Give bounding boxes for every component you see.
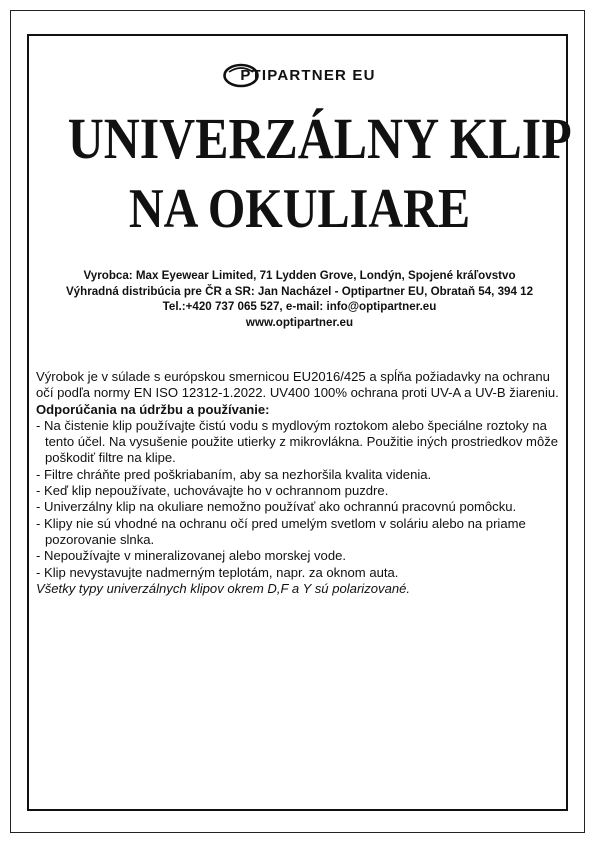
care-list	[36, 418, 566, 581]
product-description	[36, 369, 566, 597]
list-item: - Univerzálny klip na okuliare nemožno používať ako ochrannú pracovnú pomôcku.	[36, 499, 517, 515]
manufacturer-line: Vyrobca: Max Eyewear Limited, 71 Lydden Grove, Londýn, Spojené kráľovstvo	[83, 269, 516, 282]
phone-email-line: Tel.:+420 737 065 527, e-mail: info@optipartner.eu	[162, 300, 437, 313]
list-item: - Klipy nie sú vhodné na ochranu očí pred umelým svetlom v soláriu alebo na priame pozorovanie slnka.	[36, 515, 526, 547]
title-line-2: NA OKULIARE	[128, 178, 471, 240]
manufacturer-contact	[30, 268, 569, 330]
list-item: - Na čistenie klip používajte čistú vodu s mydlovým roztokom alebo špeciálne roztoky na tento účel. Na vysušenie použite utierky z mikrovlákna. Použitie iných prostriedkov môže poškodiť filtre na klipe.	[36, 417, 559, 466]
brand-logo	[0, 58, 599, 92]
list-item: - Nepoužívajte v mineralizovanej alebo morskej vode.	[36, 548, 347, 564]
title-line-1: UNIVERZÁLNY KLIP	[67, 106, 572, 171]
product-title	[30, 104, 572, 244]
compliance-paragraph: Výrobok je v súlade s európskou smernicou EU2016/425 a spĺňa požiadavky na ochranu očí podľa normy EN ISO 12312-1.2022. UV400 100% ochrana proti UV-A a UV-B žiareniu.	[36, 369, 559, 401]
list-item: - Keď klip nepoužívate, uchovávajte ho v ochrannom puzdre.	[36, 483, 389, 499]
care-heading: Odporúčania na údržbu a používanie:	[36, 401, 270, 417]
distributor-line: Výhradná distribúcia pre ČR a SR: Jan Nacházel - Optipartner EU, Obrataň 54, 394 12	[65, 284, 534, 298]
polarization-note: Všetky typy univerzálnych klipov okrem D,F a Y sú polarizované.	[36, 580, 411, 596]
list-item: - Klip nevystavujte nadmerným teplotám, napr. za oknom auta.	[36, 564, 399, 580]
list-item: - Filtre chráňte pred poškriabaním, aby sa nezhoršila kvalita videnia.	[36, 466, 432, 482]
website-line: www.optipartner.eu	[245, 315, 354, 329]
brand-name: PTIPARTNER EU	[240, 66, 376, 84]
